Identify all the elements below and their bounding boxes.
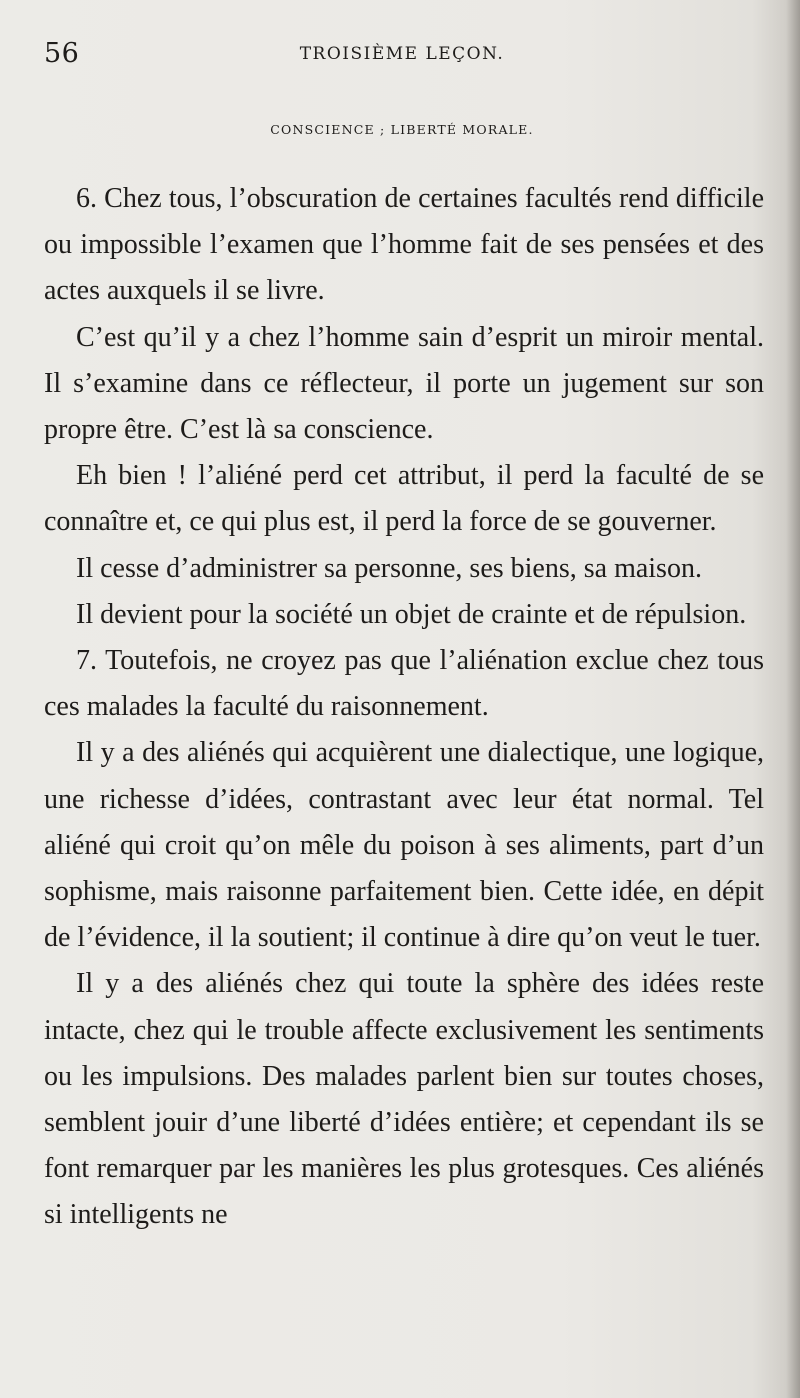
paragraph: 7. Toutefois, ne croyez pas que l’aliénation exclue chez tous ces malades la faculté du raisonnement. <box>44 645 764 723</box>
paragraph: Eh bien ! l’aliéné perd cet attribut, il perd la faculté de se connaître et, ce qui plus est, il perd la force de se gouverner. <box>44 460 764 538</box>
page-edge-shadow <box>786 0 800 1398</box>
body-text <box>44 176 764 1239</box>
paragraph: Il y a des aliénés chez qui toute la sphère des idées reste intacte, chez qui le trouble affecte exclusivement les sentiments ou les impulsions. Des malades parlent bien sur toutes choses, semblent jouir d’une liberté d’idées entière; et cependant ils se font remarquer par les manières les plus grotesques. Ces aliénés si intelligents ne <box>44 968 764 1231</box>
running-title: TROISIÈME LEÇON. <box>299 44 505 64</box>
section-heading: CONSCIENCE ; LIBERTÉ MORALE. <box>270 122 534 137</box>
paragraph: C’est qu’il y a chez l’homme sain d’esprit un miroir mental. Il s’examine dans ce réflecteur, il porte un jugement sur son propre être. C’est là sa conscience. <box>44 321 764 446</box>
paragraph: Il devient pour la société un objet de crainte et de répulsion. <box>76 598 747 630</box>
paragraph: Il y a des aliénés qui acquièrent une dialectique, une logique, une richesse d’idées, contrastant avec leur état normal. Tel aliéné qui croit qu’on mêle du poison à ses aliments, part d’un sophisme, mais raisonne parfaitement bien. Cette idée, en dépit de l’évidence, il la soutient; il continue à dire qu’on veut le tuer. <box>44 737 764 954</box>
page-header <box>44 38 760 78</box>
paragraph: 6. Chez tous, l’obscuration de certaines facultés rend difficile ou impossible l’examen que l’homme fait de ses pensées et des actes auxquels il se livre. <box>44 183 764 307</box>
page-number: 56 <box>44 38 80 69</box>
paragraph: Il cesse d’administrer sa personne, ses biens, sa maison. <box>76 552 702 584</box>
